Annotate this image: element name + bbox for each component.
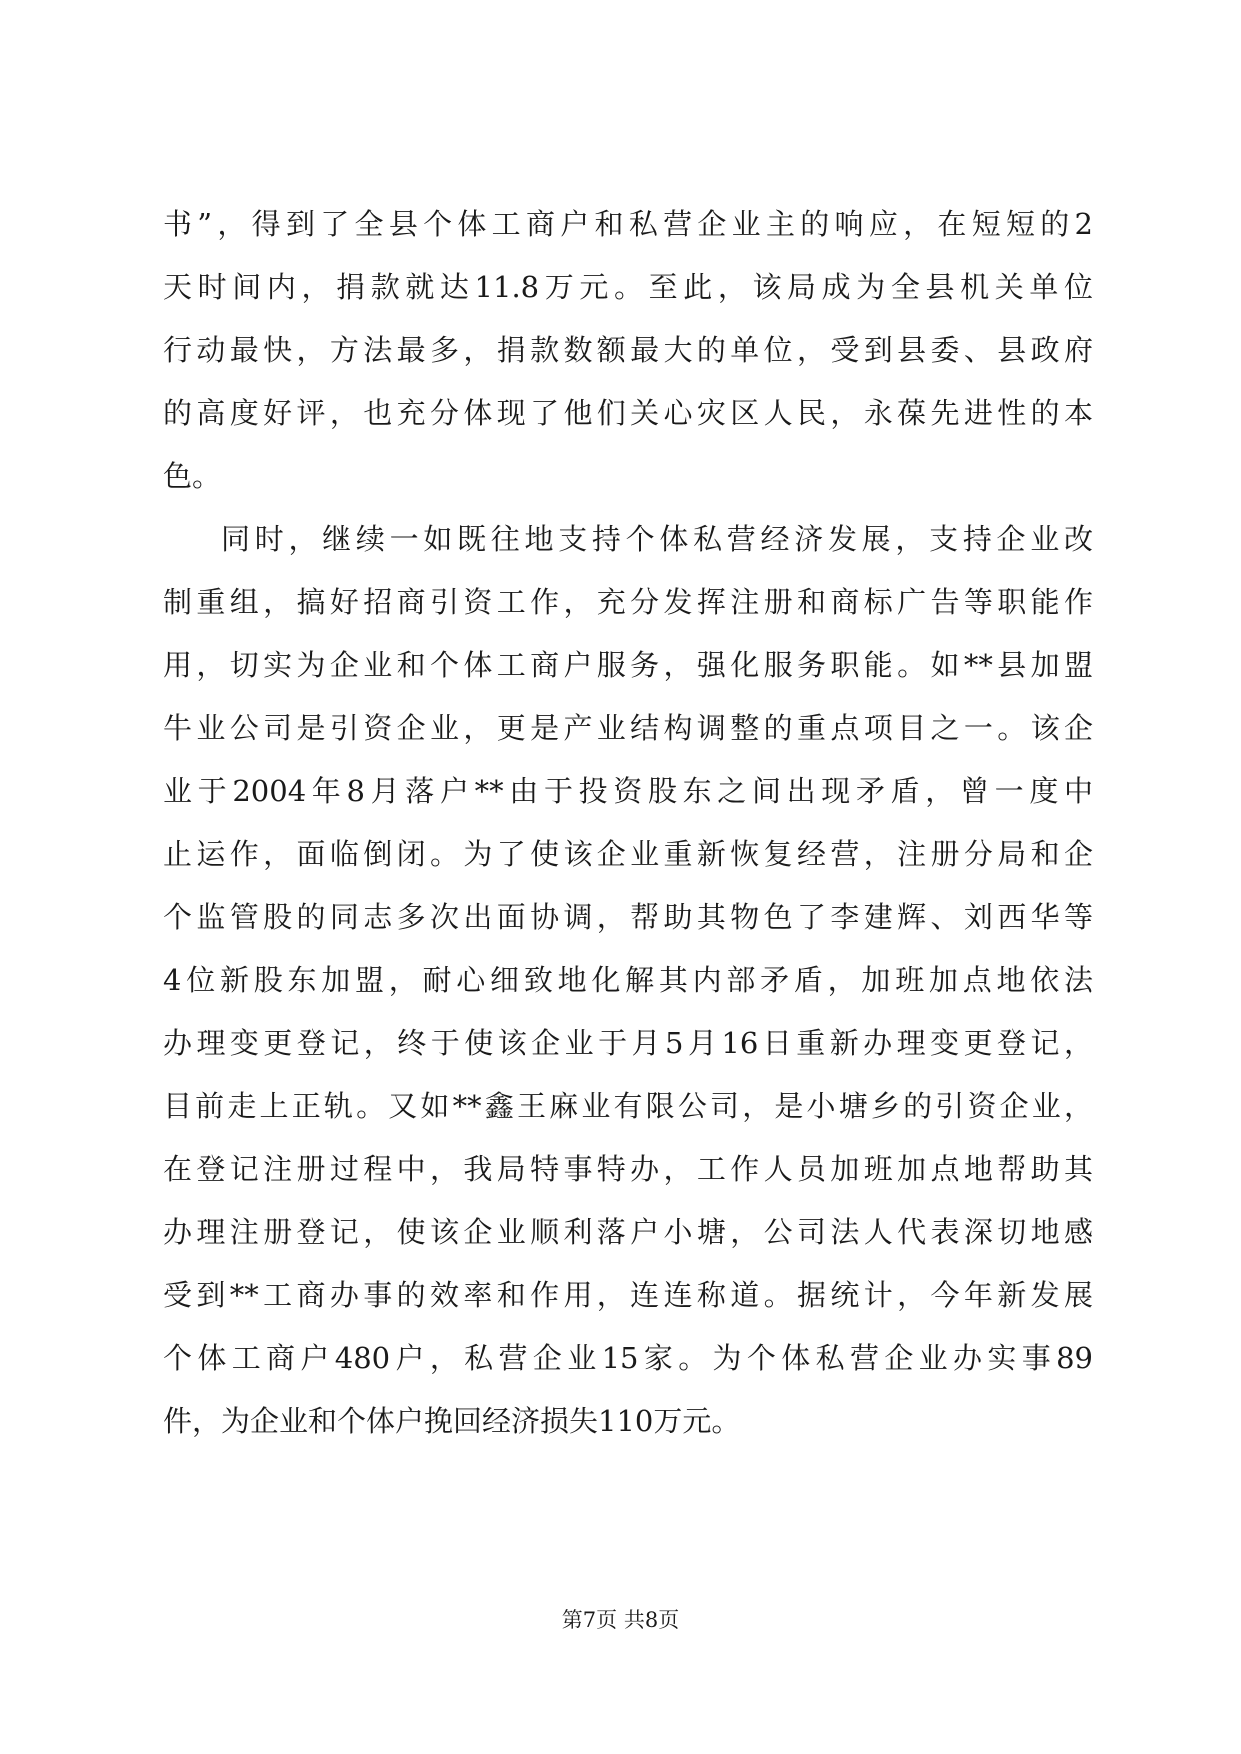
text-line: 色。 (163, 459, 222, 493)
page-number-footer: 第7页 共8页 (561, 1608, 680, 1632)
text-line: 用，切实为企业和个体工商户服务，强化服务职能。如**县加盟 (163, 648, 1093, 682)
text-line: 在登记注册过程中，我局特事特办，工作人员加班加点地帮助其 (163, 1152, 1093, 1186)
text-line: 目前走上正轨。又如**鑫王麻业有限公司，是小塘乡的引资企业， (163, 1089, 1093, 1123)
text-line: 个体工商户480户，私营企业15家。为个体私营企业办实事89 (163, 1341, 1093, 1375)
text-line: 办理注册登记，使该企业顺利落户小塘，公司法人代表深切地感 (163, 1215, 1093, 1249)
text-line: 书”，得到了全县个体工商户和私营企业主的响应，在短短的2 (163, 207, 1093, 241)
text-line: 业于2004年8月落户**由于投资股东之间出现矛盾，曾一度中 (163, 774, 1093, 808)
text-line: 止运作，面临倒闭。为了使该企业重新恢复经营，注册分局和企 (163, 837, 1093, 871)
text-line: 受到**工商办事的效率和作用，连连称道。据统计，今年新发展 (163, 1278, 1093, 1312)
text-line: 的高度好评，也充分体现了他们关心灾区人民，永葆先进性的本 (163, 396, 1093, 430)
text-line: 天时间内，捐款就达11.8万元。至此，该局成为全县机关单位 (163, 270, 1093, 304)
text-line: 制重组，搞好招商引资工作，充分发挥注册和商标广告等职能作 (163, 585, 1093, 619)
text-line: 办理变更登记，终于使该企业于月5月16日重新办理变更登记， (163, 1026, 1093, 1060)
text-line: 同时，继续一如既往地支持个体私营经济发展，支持企业改 (221, 522, 1093, 556)
text-line: 4位新股东加盟，耐心细致地化解其内部矛盾，加班加点地依法 (163, 963, 1093, 997)
text-line: 个监管股的同志多次出面协调，帮助其物色了李建辉、刘西华等 (163, 900, 1093, 934)
text-line: 行动最快，方法最多，捐款数额最大的单位，受到县委、县政府 (163, 333, 1093, 367)
text-line: 牛业公司是引资企业，更是产业结构调整的重点项目之一。该企 (163, 711, 1093, 745)
text-line: 件，为企业和个体户挽回经济损失110万元。 (163, 1404, 741, 1438)
